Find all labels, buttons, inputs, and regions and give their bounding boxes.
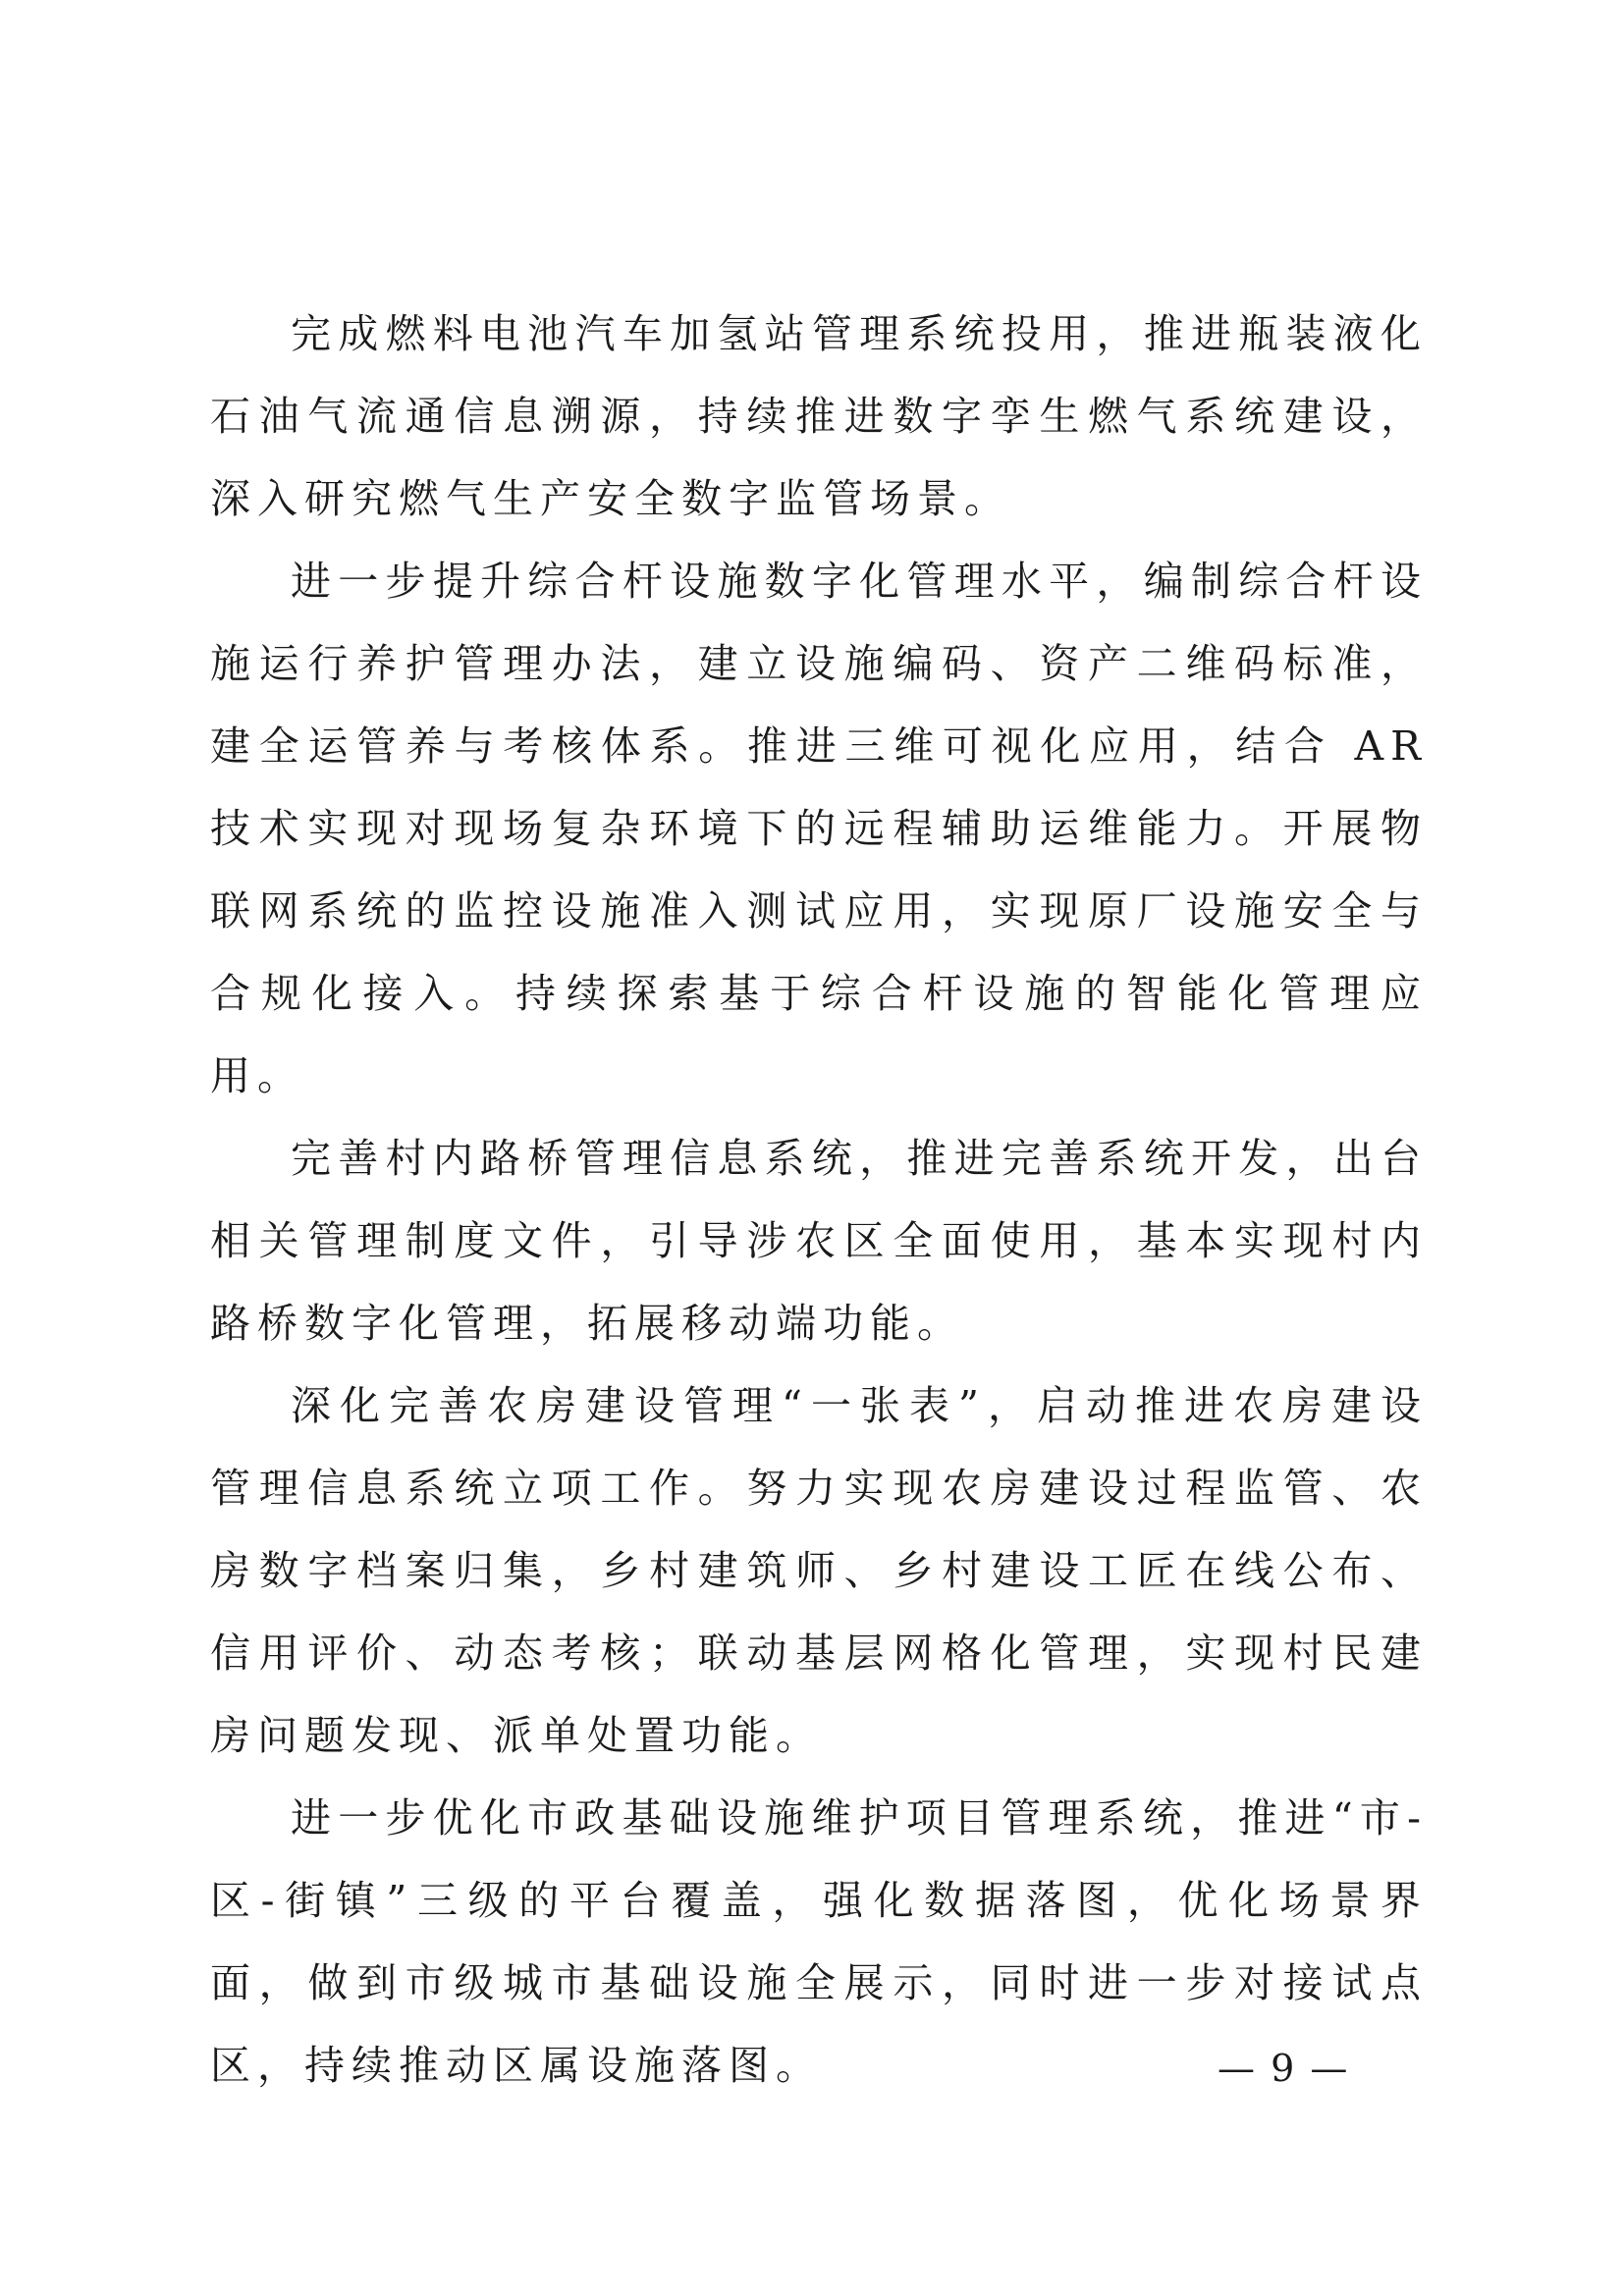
paragraph-municipal-infrastructure: 进一步优化市政基础设施维护项目管理系统，推进“市-区-街镇”三级的平台覆盖，强化数据落图，优化场景界面，做到市级城市基础设施全展示，同时进一步对接试点区，持续推动区属设施落图。 (210, 1794, 1428, 2089)
paragraph-hydrogen-gas: 完成燃料电池汽车加氢站管理系统投用，推进瓶装液化石油气流通信息溯源，持续推进数字孪生燃气系统建设，深入研究燃气生产安全数字监管场景。 (210, 310, 1428, 522)
page-number: — 9 — (1218, 2047, 1350, 2090)
document-body (210, 293, 1428, 2107)
paragraph-village-roads-bridges: 完善村内路桥管理信息系统，推进完善系统开发，出台相关管理制度文件，引导涉农区全面使用，基本实现村内路桥数字化管理，拓展移动端功能。 (210, 1135, 1428, 1347)
paragraph-integrated-pole: 进一步提升综合杆设施数字化管理水平，编制综合杆设施运行养护管理办法，建立设施编码、资产二维码标准，建全运管养与考核体系。推进三维可视化应用，结合 AR 技术实现对现场复杂环境下的远程辅助运维能力。开展物联网系统的监控设施准入测试应用，实现原厂设施安全与合规化接入。持续探索基于综合杆设施的智能化管理应用。 (210, 558, 1428, 1099)
paragraph-rural-housing: 深化完善农房建设管理“一张表”，启动推进农房建设管理信息系统立项工作。努力实现农房建设过程监管、农房数字档案归集，乡村建筑师、乡村建设工匠在线公布、信用评价、动态考核；联动基层网格化管理，实现村民建房问题发现、派单处置功能。 (210, 1382, 1428, 1759)
